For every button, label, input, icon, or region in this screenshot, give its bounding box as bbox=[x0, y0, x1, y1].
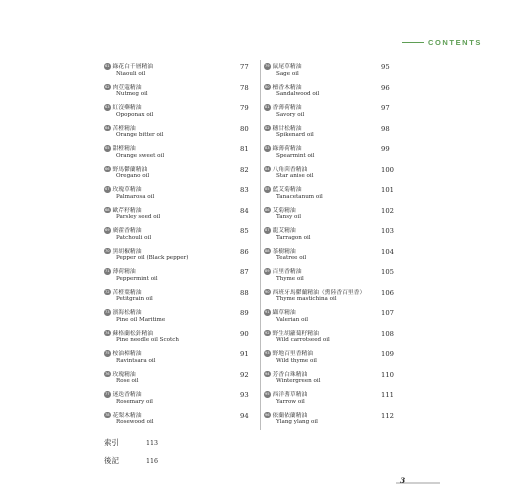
entry-english-title: Rose oil bbox=[116, 378, 139, 385]
toc-entry[interactable] bbox=[104, 412, 254, 433]
toc-entry[interactable] bbox=[264, 268, 414, 289]
entry-number-badge: 72 bbox=[104, 289, 110, 294]
toc-entry[interactable] bbox=[264, 186, 414, 207]
entry-english-title: Nutmeg oil bbox=[116, 91, 148, 98]
entry-page-number: 101 bbox=[381, 186, 394, 194]
entry-number-badge: 71 bbox=[104, 269, 110, 273]
entry-page-number: 111 bbox=[381, 391, 394, 399]
toc-entry[interactable] bbox=[104, 125, 254, 146]
toc-entry[interactable] bbox=[264, 145, 414, 166]
entry-number-badge: 87 bbox=[264, 228, 270, 232]
entry-english-title: Rosemary oil bbox=[116, 398, 153, 405]
entry-english-title: Teatree oil bbox=[276, 255, 307, 262]
entry-page-number: 112 bbox=[381, 411, 394, 420]
entry-page-number: 103 bbox=[381, 227, 394, 235]
toc-entry[interactable] bbox=[104, 186, 254, 207]
entry-number-badge: 89 bbox=[264, 269, 270, 273]
entry-english-title: Pepper oil (Black pepper) bbox=[116, 255, 189, 262]
entry-number-badge: 66 bbox=[104, 166, 110, 171]
entry-chinese-text: 檀香木精油 bbox=[272, 84, 302, 91]
entry-page-number: 81 bbox=[240, 145, 249, 153]
entry-page-number: 82 bbox=[240, 165, 249, 174]
entry-number-badge: 75 bbox=[104, 351, 110, 355]
entry-english-title: Savory oil bbox=[276, 111, 305, 118]
entry-chinese-text: 穗甘松精油 bbox=[272, 125, 302, 132]
entry-number-badge: 82 bbox=[264, 125, 270, 130]
entry-english-title: Oregano oil bbox=[116, 173, 150, 180]
entry-chinese-title bbox=[104, 330, 254, 338]
toc-entry[interactable] bbox=[104, 350, 254, 371]
entry-page-number: 99 bbox=[381, 145, 390, 153]
entry-number-badge: 78 bbox=[104, 412, 110, 417]
entry-chinese-title bbox=[104, 391, 254, 399]
entry-page-number: 79 bbox=[240, 104, 249, 112]
afterword-entry[interactable] bbox=[104, 455, 158, 466]
entry-english-title: Niaouli oil bbox=[116, 70, 146, 77]
entry-chinese-text: 艾菊精油 bbox=[272, 207, 296, 214]
entry-number-badge: 90 bbox=[264, 289, 270, 294]
entry-chinese-text: 紅沒藥精油 bbox=[112, 104, 142, 111]
entry-chinese-text: 野生胡蘿蔔籽精油 bbox=[272, 330, 319, 337]
toc-entry[interactable] bbox=[264, 412, 414, 433]
entry-chinese-title bbox=[104, 227, 254, 235]
entry-page-number: 85 bbox=[240, 227, 249, 235]
entry-page-number: 108 bbox=[381, 329, 394, 338]
toc-entry[interactable] bbox=[104, 227, 254, 248]
entry-number-badge: 62 bbox=[104, 84, 110, 89]
toc-entry[interactable] bbox=[264, 125, 414, 146]
toc-entry[interactable] bbox=[104, 330, 254, 351]
toc-entry[interactable] bbox=[104, 309, 254, 330]
entry-chinese-text: 玫瑰草精油 bbox=[112, 186, 142, 193]
entry-page-number: 100 bbox=[381, 165, 394, 174]
entry-number-badge: 93 bbox=[264, 351, 270, 355]
entry-chinese-text: 薄荷精油 bbox=[112, 268, 136, 275]
entry-number-badge: 63 bbox=[104, 105, 110, 109]
entry-chinese-text: 綠花白千層精油 bbox=[112, 63, 154, 70]
entry-number-badge: 69 bbox=[104, 228, 110, 232]
entry-number-badge: 86 bbox=[264, 207, 270, 212]
left-column bbox=[104, 63, 254, 432]
toc-entry[interactable] bbox=[264, 309, 414, 330]
entry-chinese-title bbox=[104, 309, 254, 317]
entry-chinese-text: 藍艾菊精油 bbox=[272, 186, 302, 193]
entry-page-number: 104 bbox=[381, 247, 394, 256]
entry-page-number: 92 bbox=[240, 370, 249, 379]
page-number: 3 bbox=[400, 476, 406, 485]
index-label: 索引 bbox=[104, 438, 119, 447]
entry-page-number: 77 bbox=[240, 63, 249, 71]
entry-chinese-title bbox=[264, 145, 414, 153]
entry-page-number: 110 bbox=[381, 370, 394, 379]
entry-english-title: Orange bitter oil bbox=[116, 132, 164, 139]
entry-chinese-title bbox=[264, 63, 414, 71]
entry-english-title: Wild thyme oil bbox=[276, 357, 317, 364]
entry-english-title: Thyme mastichina oil bbox=[276, 296, 337, 303]
entry-chinese-title bbox=[104, 145, 254, 153]
entry-number-badge: 67 bbox=[104, 187, 110, 191]
entry-chinese-title bbox=[104, 371, 254, 379]
entry-chinese-title bbox=[104, 84, 254, 92]
entry-english-title: Sandalwood oil bbox=[276, 91, 320, 98]
entry-chinese-text: 苦橙精油 bbox=[112, 125, 136, 132]
entry-chinese-title bbox=[104, 63, 254, 71]
entry-english-title: Tarragon oil bbox=[276, 234, 311, 241]
toc-entry[interactable] bbox=[104, 166, 254, 187]
entry-chinese-text: 八角茴香精油 bbox=[272, 166, 308, 173]
entry-number-badge: 77 bbox=[104, 392, 110, 396]
entry-number-badge: 94 bbox=[264, 371, 270, 376]
toc-entry[interactable] bbox=[104, 371, 254, 392]
toc-entry[interactable] bbox=[264, 371, 414, 392]
entry-number-badge: 65 bbox=[104, 146, 110, 150]
entry-english-title: Orange sweet oil bbox=[116, 152, 165, 159]
entry-english-title: Valerian oil bbox=[276, 316, 309, 323]
entry-english-title: Tanacetanum oil bbox=[276, 193, 323, 200]
entry-page-number: 93 bbox=[240, 391, 249, 399]
entry-page-number: 107 bbox=[381, 309, 394, 317]
entry-english-title: Rosewood oil bbox=[116, 419, 154, 426]
entry-page-number: 89 bbox=[240, 309, 249, 317]
entry-chinese-title bbox=[104, 104, 254, 112]
entry-number-badge: 95 bbox=[264, 392, 270, 396]
entry-number-badge: 68 bbox=[104, 207, 110, 212]
entry-number-badge: 64 bbox=[104, 125, 110, 130]
toc-entry[interactable] bbox=[264, 227, 414, 248]
entry-english-title: Spearmint oil bbox=[276, 152, 315, 159]
entry-page-number: 106 bbox=[381, 288, 394, 297]
toc-entry[interactable] bbox=[104, 391, 254, 412]
toc-entry[interactable] bbox=[104, 145, 254, 166]
entry-number-badge: 61 bbox=[104, 64, 110, 68]
entry-chinese-text: 濱海松精油 bbox=[112, 309, 142, 316]
toc-entry[interactable] bbox=[264, 84, 414, 105]
entry-chinese-title bbox=[104, 207, 254, 215]
contents-title: CONTENTS bbox=[427, 38, 482, 47]
entry-chinese-text: 迷迭香精油 bbox=[112, 391, 142, 398]
toc-entry[interactable] bbox=[264, 391, 414, 412]
entry-english-title: Pine oil Maritime bbox=[116, 316, 166, 323]
entry-chinese-text: 甜橙精油 bbox=[112, 145, 136, 152]
toc-entry[interactable] bbox=[264, 166, 414, 187]
entry-number-badge: 88 bbox=[264, 248, 270, 253]
entry-page-number: 90 bbox=[240, 329, 249, 338]
entry-page-number: 91 bbox=[240, 350, 249, 358]
entry-number-badge: 79 bbox=[264, 64, 270, 68]
entry-chinese-text: 歐芹籽精油 bbox=[112, 207, 142, 214]
header-rule bbox=[402, 42, 424, 43]
entry-chinese-title bbox=[104, 350, 254, 358]
entry-chinese-text: 百里香精油 bbox=[272, 268, 302, 275]
entry-chinese-text: 肉荳蔻精油 bbox=[112, 84, 142, 91]
entry-page-number: 83 bbox=[240, 186, 249, 194]
entry-chinese-text: 依蘭依蘭精油 bbox=[272, 412, 308, 419]
entry-chinese-title bbox=[104, 186, 254, 194]
entry-chinese-title bbox=[264, 125, 414, 133]
entry-page-number: 87 bbox=[240, 268, 249, 276]
entry-chinese-text: 苦橙葉精油 bbox=[112, 289, 142, 296]
entry-chinese-text: 鼠尾草精油 bbox=[272, 63, 302, 70]
entry-number-badge: 81 bbox=[264, 105, 270, 109]
entry-english-title: Wintergreen oil bbox=[276, 378, 321, 385]
entry-chinese-text: 綠薄荷精油 bbox=[272, 145, 302, 152]
entry-number-badge: 91 bbox=[264, 310, 270, 314]
index-entry[interactable] bbox=[104, 437, 158, 448]
toc-entry[interactable] bbox=[264, 350, 414, 371]
entry-chinese-text: 纈草精油 bbox=[272, 309, 296, 316]
entry-english-title: Opoponax oil bbox=[116, 111, 154, 118]
entry-chinese-text: 廣藿香精油 bbox=[112, 227, 142, 234]
toc-entry[interactable] bbox=[104, 268, 254, 289]
entry-english-title: Wild carrotseed oil bbox=[276, 337, 330, 344]
toc-entry[interactable] bbox=[104, 63, 254, 84]
entry-chinese-text: 芳香白珠精油 bbox=[272, 371, 308, 378]
entry-number-badge: 85 bbox=[264, 187, 270, 191]
entry-number-badge: 73 bbox=[104, 310, 110, 314]
toc-entry[interactable] bbox=[264, 63, 414, 84]
entry-page-number: 102 bbox=[381, 206, 394, 215]
entry-page-number: 78 bbox=[240, 83, 249, 92]
entry-english-title: Patchouli oil bbox=[116, 234, 152, 241]
entry-page-number: 109 bbox=[381, 350, 394, 358]
toc-entry[interactable] bbox=[104, 84, 254, 105]
entry-chinese-text: 蘇格蘭松針精油 bbox=[112, 330, 154, 337]
right-column bbox=[264, 63, 414, 432]
entry-chinese-text: 茶樹精油 bbox=[272, 248, 296, 255]
entry-page-number: 98 bbox=[381, 124, 390, 133]
toc-entry[interactable] bbox=[264, 289, 414, 310]
toc-entry[interactable] bbox=[264, 248, 414, 269]
toc-entry[interactable] bbox=[104, 207, 254, 228]
entry-chinese-title bbox=[104, 166, 254, 174]
entry-number-badge: 92 bbox=[264, 330, 270, 335]
entry-page-number: 88 bbox=[240, 288, 249, 297]
entry-number-badge: 84 bbox=[264, 166, 270, 171]
entry-chinese-title bbox=[104, 268, 254, 276]
entry-english-title: Thyme oil bbox=[276, 275, 304, 282]
entry-chinese-text: 西班牙馬鬱蘭精油（熏陸香百里香） bbox=[272, 289, 366, 296]
entry-english-title: Ylang ylang oil bbox=[276, 419, 318, 426]
entry-chinese-title bbox=[104, 289, 254, 297]
entry-number-badge: 76 bbox=[104, 371, 110, 376]
entry-number-badge: 80 bbox=[264, 84, 270, 89]
entry-chinese-text: 花梨木精油 bbox=[112, 412, 142, 419]
entry-chinese-text: 玫瑰精油 bbox=[112, 371, 136, 378]
entry-number-badge: 83 bbox=[264, 146, 270, 150]
entry-page-number: 94 bbox=[240, 411, 249, 420]
entry-english-title: Tansy oil bbox=[276, 214, 301, 221]
contents-header bbox=[402, 38, 482, 47]
afterword-page: 116 bbox=[146, 458, 159, 465]
entry-page-number: 86 bbox=[240, 247, 249, 256]
entry-chinese-title bbox=[104, 412, 254, 420]
entry-page-number: 95 bbox=[381, 63, 390, 71]
entry-english-title: Pine needle oil Scotch bbox=[116, 337, 179, 344]
entry-english-title: Peppermint oil bbox=[116, 275, 158, 282]
entry-number-badge: 96 bbox=[264, 412, 270, 417]
entry-chinese-title bbox=[264, 84, 414, 92]
toc-entry[interactable] bbox=[264, 330, 414, 351]
entry-english-title: Star anise oil bbox=[276, 173, 314, 180]
entry-page-number: 84 bbox=[240, 206, 249, 215]
entry-chinese-text: 香薄荷精油 bbox=[272, 104, 302, 111]
toc-entry[interactable] bbox=[264, 104, 414, 125]
entry-page-number: 80 bbox=[240, 124, 249, 133]
toc-entry[interactable] bbox=[104, 248, 254, 269]
column-divider bbox=[260, 60, 261, 430]
entry-chinese-title bbox=[104, 125, 254, 133]
entry-english-title: Parsley seed oil bbox=[116, 214, 161, 221]
entry-english-title: Petitgrain oil bbox=[116, 296, 153, 303]
entry-number-badge: 74 bbox=[104, 330, 110, 335]
entry-number-badge: 70 bbox=[104, 248, 110, 253]
entry-english-title: Ravintsara oil bbox=[116, 357, 156, 364]
toc-entry[interactable] bbox=[264, 207, 414, 228]
entry-chinese-title bbox=[264, 104, 414, 112]
entry-english-title: Spikenard oil bbox=[276, 132, 314, 139]
index-page: 113 bbox=[146, 440, 159, 447]
entry-english-title: Palmarosa oil bbox=[116, 193, 155, 200]
toc-entry[interactable] bbox=[104, 289, 254, 310]
entry-chinese-text: 龍艾精油 bbox=[272, 227, 296, 234]
afterword-label: 後記 bbox=[104, 456, 119, 465]
entry-page-number: 97 bbox=[381, 104, 390, 112]
entry-english-title: Sage oil bbox=[276, 70, 299, 77]
entry-page-number: 105 bbox=[381, 268, 394, 276]
toc-entry[interactable] bbox=[104, 104, 254, 125]
entry-english-title: Yarrow oil bbox=[276, 398, 305, 405]
entry-page-number: 96 bbox=[381, 83, 390, 92]
entry-chinese-text: 西洋蓍草精油 bbox=[272, 391, 308, 398]
entry-chinese-text: 黑胡椒精油 bbox=[112, 248, 142, 255]
entry-chinese-text: 野馬鬱蘭精油 bbox=[112, 166, 148, 173]
entry-chinese-text: 桉油樟精油 bbox=[112, 350, 142, 357]
entry-chinese-text: 野地百里香精油 bbox=[272, 350, 314, 357]
